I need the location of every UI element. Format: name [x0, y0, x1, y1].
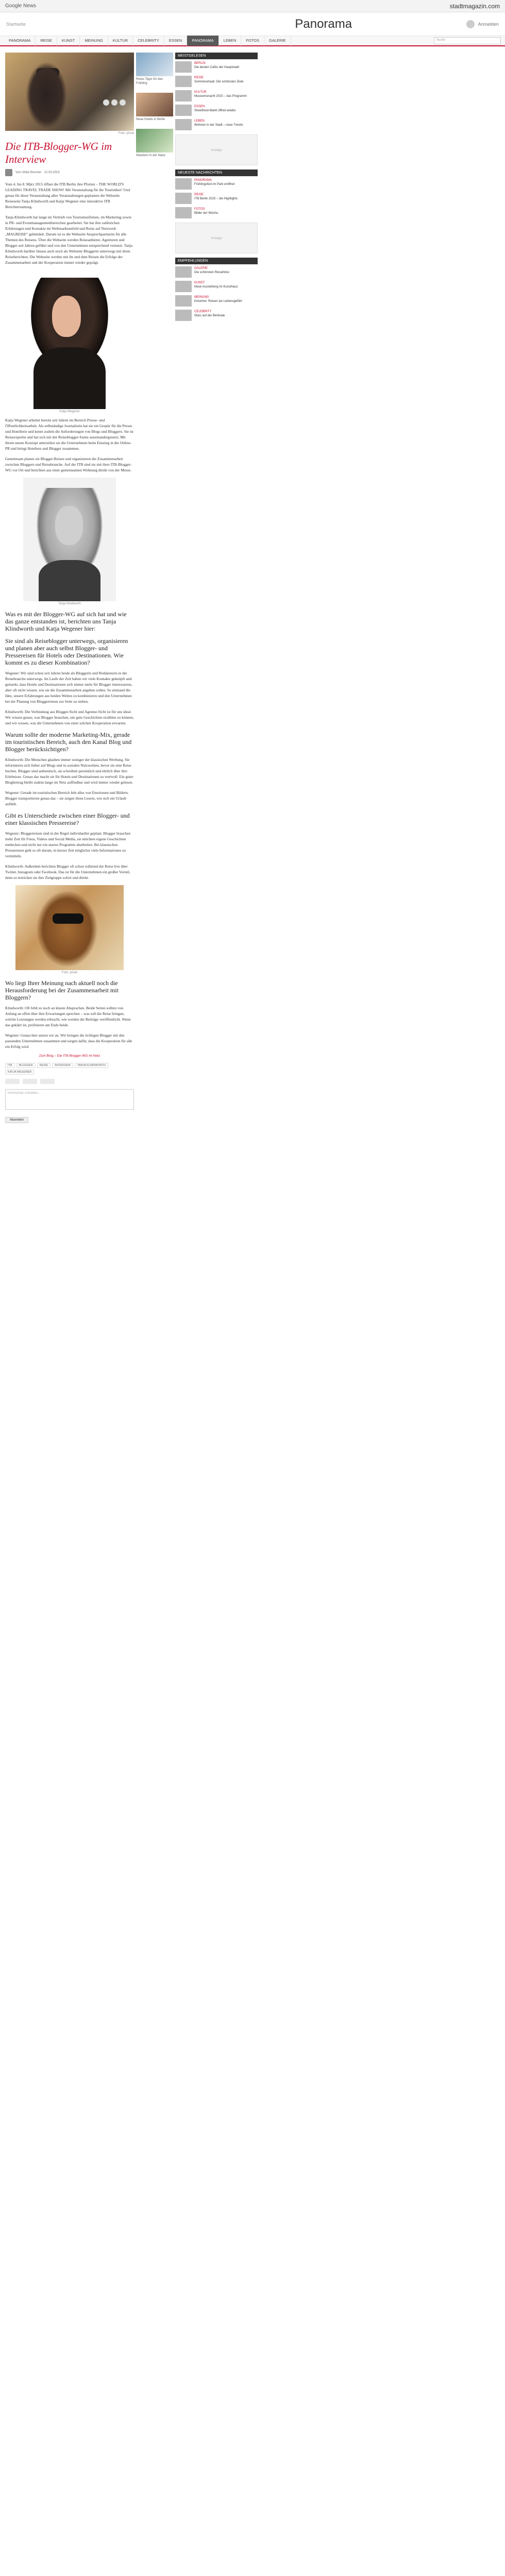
tag-link[interactable]: TANJA KLINDWORTH [75, 1063, 108, 1068]
paragraph: Klindworth: Außerdem berichten Blogger oft schon während der Reise live über Twitter, Instagram oder Facebook. Das ist für die Unternehmen ein großer Vorteil, denn so erreichen sie ihre Zielgruppe sofort und direkt. [5, 864, 130, 880]
tag-link[interactable]: ITB [5, 1063, 15, 1068]
teaser-image[interactable] [136, 129, 173, 152]
nav-item[interactable]: ESSEN [164, 36, 187, 46]
sidebar-teaser[interactable] [175, 310, 258, 321]
sidebar-teaser[interactable] [175, 61, 258, 73]
sidebar [175, 53, 258, 324]
nav-item[interactable]: PANORAMA [4, 36, 36, 46]
comment-submit-button[interactable]: Absenden [5, 1117, 28, 1123]
teaser-text [194, 266, 229, 278]
teaser-text [194, 119, 243, 130]
sunglasses-shape [53, 913, 83, 924]
teaser-tag: BERLIN [194, 62, 206, 65]
teaser-headline: Stars auf der Berlinale [194, 314, 225, 317]
sidebar-teaser[interactable] [175, 266, 258, 278]
paragraph: Klindworth: Oft fehlt es noch an klaren Absprachen. Beide Seiten sollten von Anfang an offen über ihre Erwartungen sprechen – was soll die Reise bringen, welche Leistungen werden erbracht, wie werden die Beiträge veröffentlicht. Wenn das geklärt ist, profitieren am Ende beide. [5, 1006, 131, 1027]
article-lead: Vom 4. bis 8. März 2015 öffnet die ITB Berlin ihre Pforten – THE WORLD'S LEADING TRAVEL TRADE SHOW! Mit Veranstaltung für die Touristiker! Und genau für diese Veranstaltung alles Veranstaltungen geplanten die Webseite Reiseseite Tanja Klindworth und Katja Wegener eine interaktive ITB Berichterstattung. [5, 182, 130, 209]
sidebar-teaser[interactable] [175, 178, 258, 190]
teaser-text [194, 281, 238, 292]
teaser-headline: ITB Berlin 2015 – die Highlights [194, 197, 238, 200]
tag-list [5, 1063, 134, 1075]
main-nav [0, 36, 505, 46]
login-link[interactable]: Anmelden [478, 21, 499, 27]
teaser-tag: ESSEN [194, 105, 205, 108]
question-heading: Gibt es Unterschiede zwischen einer Blogger- und einer klassischen Pressereise? [5, 812, 130, 826]
ad-slot[interactable]: Anzeige [175, 134, 258, 165]
paragraph: Klindworth: Die Verbindung aus Blogger-Sicht und Agentur-Sicht ist für uns ideal. Wir wissen genau, was Blogger brauchen, um gute Geschichten erzählen zu können, und wir wissen, was die Unternehmen von einer solchen Kooperation erwarten. [5, 709, 134, 725]
teaser-headline: Bilder der Woche [194, 212, 218, 215]
body-shape [33, 347, 106, 409]
teaser-tag: KUNST [194, 281, 205, 284]
teaser-text [194, 90, 247, 101]
paragraph: Wegener: Gerade im touristischen Bereich lebt alles von Emotionen und Bildern. Blogger transportieren genau das – sie zeigen ihren Lesern, wie sich ein Urlaub anfühlt. [5, 790, 129, 806]
teaser-text [194, 105, 236, 116]
teaser-tag: CELEBRITY [194, 310, 212, 313]
teaser-tag: LEBEN [194, 120, 205, 123]
sidebar-teaser[interactable] [175, 207, 258, 218]
top-bar [0, 0, 505, 12]
sidebar-teaser[interactable] [175, 119, 258, 130]
teaser-caption[interactable]: Wandern in der Natur [136, 154, 166, 157]
teaser-headline: Streetfood-Markt öffnet wieder [194, 109, 236, 112]
teaser-thumbnail [175, 310, 192, 321]
teaser-tag: MEINUNG [194, 296, 209, 299]
face-shape [55, 506, 83, 545]
sunglasses-shape [36, 68, 59, 77]
google-news-link[interactable]: Google News [5, 3, 37, 9]
teaser-headline: Die schönsten Reisefotos [194, 271, 230, 274]
photo3-caption: Foto: privat [61, 971, 77, 974]
comment-input[interactable]: Kommentar schreiben… [5, 1089, 134, 1110]
byline [5, 169, 134, 176]
face-shape [52, 296, 81, 337]
teaser-text [194, 61, 239, 73]
teaser-tag: FOTOS [194, 208, 205, 211]
paragraph: Gemeinsam planen sie Blogger-Reisen und organisieren die Zusammenarbeit zwischen Bloggern und Reisebranche. Auf der ITB sind sie mit ihrer ITB-Blogger-WG vor Ort und berichten aus einer gemeinsamen Wohnung direkt von der Messe. [5, 456, 132, 472]
teaser-tag: KULTUR [194, 91, 207, 94]
question-heading: Warum sollte der moderne Marketing-Mix, gerade im touristischen Bereich, auch den Kanal Blog und Blogger berücksichtigen? [5, 731, 132, 753]
facebook-like-button[interactable] [5, 1079, 20, 1084]
teaser-thumbnail [175, 90, 192, 101]
paragraph: Klindworth: Die Menschen glauben immer weniger der klassischen Werbung. Sie informieren sich lieber auf Blogs und in sozialen Netzwerken, bevor sie eine Reise buchen. Blogger sind authentisch, sie schreiben persönlich und ehrlich über ihre Erlebnisse. Genau das macht sie für Hotels und Destinationen so wertvoll. Ein guter Blogbeitrag bleibt zudem lange im Netz auffindbar und wird immer wieder gelesen. [5, 757, 133, 785]
user-area[interactable] [466, 20, 499, 28]
user-icon [466, 20, 475, 28]
google-plus-button[interactable] [40, 1079, 55, 1084]
search-input[interactable]: Suche [434, 37, 501, 44]
teaser-caption[interactable]: Reise-Tipps für den Frühling [136, 78, 163, 85]
sidebar-teaser[interactable] [175, 76, 258, 87]
paragraph: Katja Wegener arbeitet bereits seit Jahren im Bereich Presse- und Öffentlichkeitsarbeit. Als selbständige Journalistin hat sie ein Gespür für die Presse und Hotellerie und kennt zudem die Anforderungen von Blogs und Bloggern. Sie ist Reiseexpertin und hat sich mit der Reiseblogger-Szene auseinandergesetzt. Mit ihrem neuen Konzept unterstützt sie die Unternehmen beim Einstieg in die Online-PR und bringt Hoteliers und Blogger zusammen. [5, 418, 133, 451]
twitter-tweet-button[interactable] [23, 1079, 37, 1084]
teaser-thumbnail [175, 266, 192, 278]
teaser-image[interactable] [136, 93, 173, 116]
article [5, 53, 134, 1123]
author-avatar [5, 169, 12, 176]
sidebar-teaser[interactable] [175, 105, 258, 116]
sidebar-teaser[interactable] [175, 281, 258, 292]
teaser-headline: Sommerurlaub: Die schönsten Ziele [194, 80, 244, 83]
teaser-thumbnail [175, 281, 192, 292]
nav-item[interactable]: MEINUNG [80, 36, 108, 46]
question-heading: Sie sind als Reiseblogger unterwegs, organisieren und planen aber auch selbst Blogger- und Pressereisen für Hotels oder Destinationen. Wie kommt es zu dieser Kombination? [5, 637, 128, 666]
hero-image [5, 53, 134, 131]
facebook-icon[interactable] [103, 99, 109, 106]
teaser-text [194, 178, 234, 190]
tag-link[interactable]: KATJA WEGENER [5, 1070, 34, 1075]
body-shape [39, 560, 100, 601]
photo1-caption: Katja Wegener [59, 410, 80, 413]
teaser-tag: REISE [194, 193, 204, 196]
blogger-photo [15, 885, 124, 970]
teaser-thumbnail [175, 295, 192, 307]
twitter-icon[interactable] [111, 99, 117, 106]
article-title: Die ITB-Blogger-WG im Interview [5, 140, 112, 165]
paragraph: Wegener: Wir sind schon seit Jahren beide als Bloggerin und Redakteurin in der Reisebranche unterwegs. Im Laufe der Zeit haben wir viele Kontakte geknüpft und gemerkt, dass Hotels und Destinationen sich immer mehr für Blogger interessieren, aber oft nicht wissen, wie sie die Zusammenarbeit angehen sollen. So entstand die Idee, unsere Erfahrungen aus beiden Welten zu kombinieren und den Unternehmen bei der Planung von Bloggerreisen zur Seite zu stehen. [5, 671, 132, 704]
page-header [0, 12, 505, 36]
hero-caption: Foto: privat [118, 132, 134, 135]
nav-item[interactable]: PANORAMA [187, 36, 218, 46]
nav-item[interactable]: GALERIE [264, 36, 291, 46]
tag-link[interactable]: BLOGGER [16, 1063, 36, 1068]
middle-column [136, 53, 173, 165]
hair-shape [36, 890, 98, 968]
teaser-image[interactable] [136, 53, 173, 76]
sidebar-heading: MEISTGELESEN [175, 53, 258, 59]
paragraph: Wegener: Bloggerreisen sind in der Regel individueller geplant. Blogger brauchen mehr Zeit für Fotos, Videos und Social Media, sie möchten eigene Geschichten entdecken und nicht nur ein starres Programm abarbeiten. Bei klassischen Pressereisen geht es oft darum, in kurzer Zeit möglichst viele Informationen zu vermitteln. [5, 831, 131, 858]
teaser-text [194, 207, 218, 218]
teaser-thumbnail [175, 193, 192, 204]
teaser-text [194, 295, 242, 307]
teaser-text [194, 76, 243, 87]
teaser-tag: REISE [194, 76, 204, 79]
teaser-headline: Wohnen in der Stadt – neue Trends [194, 124, 243, 127]
teaser-thumbnail [175, 207, 192, 218]
nav-item[interactable]: CELEBRITY [133, 36, 164, 46]
section-title: Panorama [295, 16, 352, 31]
photo2-caption: Tanja Klindworth [58, 602, 81, 605]
teaser-thumbnail [175, 119, 192, 130]
teaser-text [194, 193, 238, 204]
sidebar-teaser[interactable] [175, 193, 258, 204]
nav-item[interactable]: FOTOS [241, 36, 264, 46]
sidebar-teaser[interactable] [175, 90, 258, 101]
question-heading: Was es mit der Blogger-WG auf sich hat und wie das ganze entstanden ist, berichten uns Tanja Klindworth und Katja Wegener hier: [5, 611, 127, 632]
mail-icon[interactable] [120, 99, 126, 106]
teaser-text [194, 310, 225, 321]
byline-text: Von Ulrike Brunner · 12.03.2015 [15, 171, 60, 174]
teaser-thumbnail [175, 61, 192, 73]
teaser-headline: Kolumne: Reisen als Lebensgefühl [194, 300, 242, 303]
portrait-katja [23, 270, 116, 409]
teaser-tag: PANORAMA [194, 179, 212, 182]
teaser-headline: Neue Ausstellung im Kunsthaus [194, 285, 238, 289]
related-link[interactable]: Zum Blog – Die ITB-Blogger-WG im Netz [39, 1054, 100, 1058]
teaser-caption[interactable]: Neue Hotels in Berlin [136, 118, 165, 121]
teaser-tag: GALERIE [194, 267, 208, 270]
nav-item[interactable]: KUNST [57, 36, 80, 46]
nav-item[interactable]: KULTUR [108, 36, 133, 46]
ad-slot[interactable]: Anzeige [175, 223, 258, 253]
site-logo[interactable]: stadtmagazin.com [449, 2, 500, 10]
sidebar-teaser[interactable] [175, 295, 258, 307]
social-share-row [5, 1079, 134, 1084]
paragraph: Wegener: Genau hier setzen wir an. Wir bringen die richtigen Blogger mit den passenden Unternehmen zusammen und sorgen dafür, dass die Kooperation für alle ein Erfolg wird. [5, 1033, 132, 1049]
teaser-headline: Die besten Cafés der Hauptstadt [194, 66, 240, 69]
nav-item[interactable]: LEBEN [219, 36, 242, 46]
teaser-headline: Frühlingsfest im Park eröffnet [194, 183, 235, 186]
tag-link[interactable]: REISE [37, 1063, 51, 1068]
home-link[interactable]: Startseite [6, 21, 26, 27]
sidebar-heading: EMPFEHLUNGEN [175, 258, 258, 264]
teaser-thumbnail [175, 105, 192, 116]
sidebar-heading: NEUESTE NACHRICHTEN [175, 170, 258, 176]
teaser-thumbnail [175, 178, 192, 190]
teaser-thumbnail [175, 76, 192, 87]
paragraph: Tanja Klindworth hat lange im Vertrieb von Tourismusfirmen, im Marketing sowie in PR- und Eventmanagementbereichen gearbeitet. Sie hat ihre zahlreichen Erfahrungen und Kontakte im Weltmarktumfeld und Reise auf Netzwerk „MAGREISE“ gebündelt. Darum ist es die Webseite Ansprechpartnerin für alle Themen des Reisens. Über die Webseite werden Reiseanbieter, Agenturen und Blogger seit Jahren geführt und von den Unternehmen entsprechend vernetzt. Tanja Klindworth darüber hinaus auch noch als Webseite Bloggerin unterwegs mit ihren Reiseberichten. Die Webseite werden mit ihr und dem Reisen die Erfolge der Zusammenarbeit und der Kooperation immer wieder geprägt. [5, 215, 133, 265]
question-heading: Wo liegt Ihrer Meinung nach aktuell noch die Herausforderung bei der Zusammenarbeit mit Bloggern? [5, 979, 119, 1001]
nav-item[interactable]: REISE [36, 36, 57, 46]
teaser-headline: Museumsnacht 2015 – das Programm [194, 95, 247, 98]
tag-link[interactable]: INTERVIEW [52, 1063, 73, 1068]
portrait-tanja [23, 478, 116, 601]
